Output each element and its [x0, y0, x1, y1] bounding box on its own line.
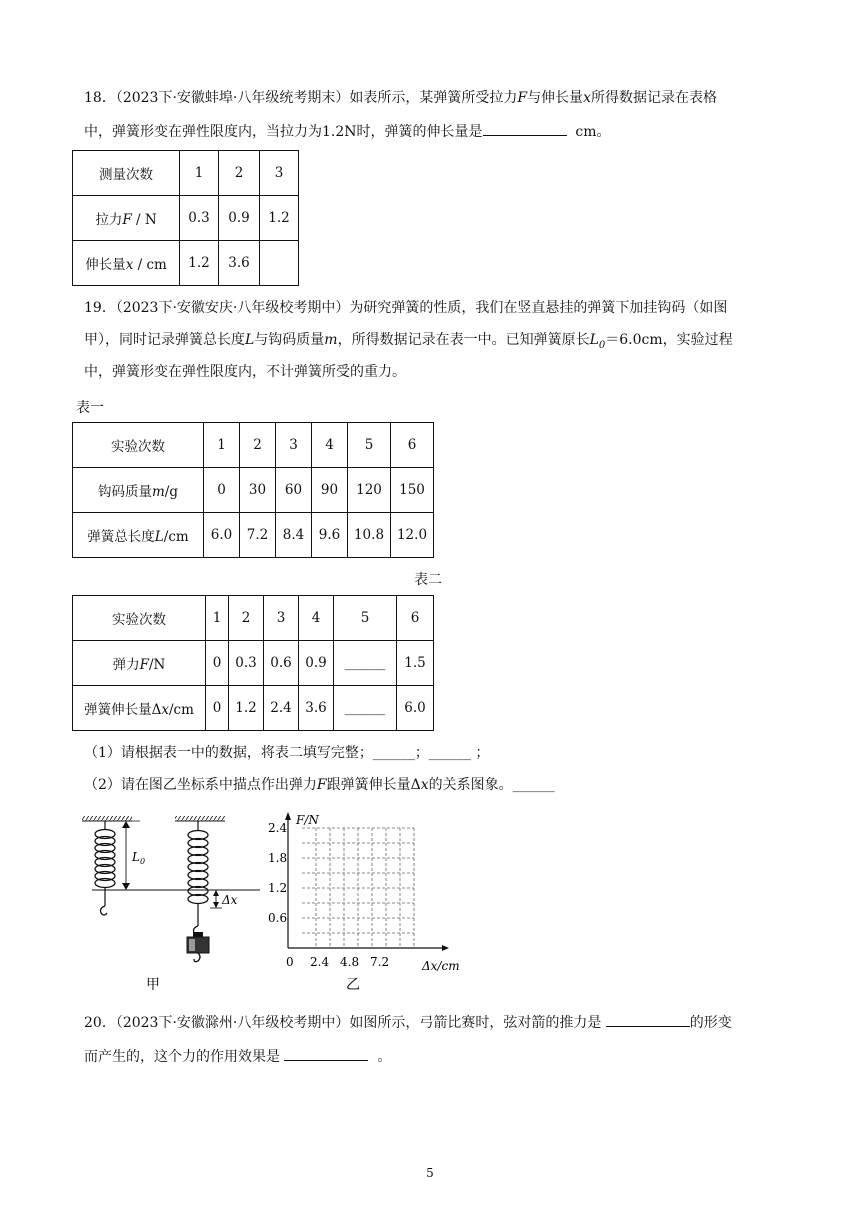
q19-line2 [84, 328, 784, 358]
table-cell: 9.6 [312, 513, 348, 558]
table-cell: 6.0 [397, 686, 434, 731]
x-tick-label: 4.8 [340, 955, 360, 969]
table-cell [73, 641, 206, 686]
table-cell: 0 [206, 641, 229, 686]
table-cell: 90 [312, 468, 348, 513]
table-cell: 3.6 [219, 241, 260, 286]
q19-table1 [72, 422, 434, 558]
table-cell: 4 [299, 596, 334, 641]
table-row [73, 241, 299, 286]
table1-caption: 表一 [76, 400, 104, 416]
table-cell: 2.4 [264, 686, 299, 731]
q18-head: 18．（2023下·安徽蚌埠·八年级统考期末）如表所示，某弹簧所受拉力 [84, 90, 518, 106]
q20-text: 20．（2023下·安徽滁州·八年级校考期中）如图所示，弓箭比赛时，弦对箭的推力是 [84, 1015, 602, 1031]
x-tick-label: 7.2 [370, 955, 390, 969]
left-spring-coils [95, 830, 115, 888]
q20-text: 。 [377, 1049, 392, 1065]
table-cell: 0.6 [264, 641, 299, 686]
q19-sub2-var-x: x [420, 777, 429, 793]
q20-answer-blank-2[interactable] [284, 1060, 368, 1061]
table-row [73, 468, 434, 513]
table-cell: 7.2 [240, 513, 276, 558]
table-row [73, 423, 434, 468]
q19-var-L0-sub: 0 [598, 339, 606, 351]
table-cell: 8.4 [276, 513, 312, 558]
row-label-var: x [125, 257, 134, 273]
table-cell: 测量次数 [73, 151, 180, 196]
y-tick-label: 0.6 [268, 911, 288, 925]
x-tick-label: 0 [286, 955, 294, 969]
q19-sub2-text: （2）请在图乙坐标系中描点作出弹力 [84, 777, 317, 793]
table-cell: 0.3 [180, 196, 219, 241]
table-cell: 5 [334, 596, 397, 641]
table-cell: 2 [240, 423, 276, 468]
table-row [73, 596, 434, 641]
page-number: 5 [426, 1166, 434, 1180]
row-label: 拉力 [95, 212, 123, 228]
q19-text: ，所得数据记录在表一中。已知弹簧原长 [337, 332, 590, 348]
q19-text: 与钩码质量 [254, 332, 325, 348]
row-label-unit: /cm [163, 529, 189, 545]
row-label: 弹力 [112, 657, 140, 673]
row-label-unit: / N [131, 212, 157, 228]
table-cell: 12.0 [391, 513, 434, 558]
q19-sub2-text: 的关系图象。______ [428, 777, 555, 793]
table-cell [73, 196, 180, 241]
table2-caption: 表二 [414, 572, 442, 588]
q19-sub1: （1）请根据表一中的数据，将表二填写完整；______；______ ； [84, 745, 490, 761]
table-cell: 6.0 [204, 513, 240, 558]
q18-line2 [84, 120, 784, 145]
q19-sub2-text: 跟弹簧伸长量Δ [326, 777, 421, 793]
l0-label: $L_0$ [132, 850, 146, 866]
x-axis-label: Δx/cm [422, 959, 460, 973]
table-cell: 30 [240, 468, 276, 513]
row-label: 钩码质量 [97, 484, 152, 500]
row-label-var: m [151, 484, 165, 500]
q20-answer-blank-1[interactable] [606, 1026, 690, 1027]
table-cell: 3 [276, 423, 312, 468]
table-cell: 0.9 [299, 641, 334, 686]
table-cell: 2 [229, 596, 264, 641]
ceiling-left [82, 816, 132, 821]
q19-line1: 19．（2023下·安徽安庆·八年级校考期中）为研究弹簧的性质，我们在竖直悬挂的弹簧下加挂钩码（如图 [84, 300, 728, 316]
table-cell: 6 [397, 596, 434, 641]
row-label: 弹簧伸长量Δ [84, 702, 162, 718]
table-cell: 3.6 [299, 686, 334, 731]
q19-sub2-var-F: F [316, 777, 327, 793]
row-label-var: x [161, 702, 169, 718]
table-row [73, 196, 299, 241]
table-row [73, 686, 434, 731]
answer-blank-cell[interactable]: ______ [334, 686, 397, 731]
q18-line2-text: 中，弹簧形变在弹性限度内，当拉力为1.2N时，弹簧的伸长量是 [84, 124, 483, 140]
row-label-var: L [154, 529, 164, 545]
row-label-unit: / cm [133, 257, 167, 273]
q20-line2 [84, 1045, 784, 1070]
q19-text: ＝6.0cm，实验过程 [605, 332, 733, 348]
weight-top [193, 932, 203, 937]
q18-var-x: x [583, 90, 591, 106]
table-cell [73, 241, 180, 286]
table-cell: 1.5 [397, 641, 434, 686]
q18-table [72, 150, 299, 286]
row-label: 弹簧总长度 [87, 529, 155, 545]
q18-line1 [84, 86, 784, 111]
y-axis-label: F/N [296, 813, 319, 827]
table-cell: 1 [204, 423, 240, 468]
y-axis-arrow [285, 812, 291, 820]
table-cell: 5 [348, 423, 391, 468]
table-cell: 2 [219, 151, 260, 196]
q18-answer-blank[interactable] [483, 135, 567, 136]
table-cell: 1 [180, 151, 219, 196]
q18-unit: cm。 [575, 124, 611, 140]
q19-text: 甲），同时记录弹簧总长度 [84, 332, 245, 348]
row-label-var: F [122, 212, 132, 228]
q19-line3: 中，弹簧形变在弹性限度内，不计弹簧所受的重力。 [84, 364, 406, 380]
table-cell: 0.9 [219, 196, 260, 241]
table-cell: 1 [206, 596, 229, 641]
spring-figure-jia [70, 808, 270, 993]
table-cell: 150 [391, 468, 434, 513]
q18-var-F: F [517, 90, 528, 106]
q18-mid: 与伸长量 [527, 90, 584, 106]
table-row [73, 151, 299, 196]
table-cell: 1.2 [180, 241, 219, 286]
row-label-var: F [139, 657, 149, 673]
table-cell [73, 686, 206, 731]
ceiling-right [175, 816, 225, 821]
coordinate-grid-yi [262, 808, 472, 993]
q19-table2 [72, 595, 434, 731]
table-cell[interactable] [260, 241, 299, 286]
y-tick-label: 1.2 [268, 881, 288, 895]
table-cell: 3 [260, 151, 299, 196]
table-cell: 1.2 [229, 686, 264, 731]
y-tick-label: 1.8 [268, 851, 288, 865]
table-cell: 0 [204, 468, 240, 513]
figure-jia-caption: 甲 [146, 977, 160, 993]
table-cell: 实验次数 [73, 596, 206, 641]
right-spring-coils [188, 831, 208, 904]
table-cell [73, 513, 204, 558]
table-cell: 0 [206, 686, 229, 731]
x-axis-arrow [442, 945, 449, 951]
row-label: 伸长量 [85, 257, 126, 273]
q20-text: 而产生的，这个力的作用效果是 [84, 1049, 280, 1065]
row-label-unit: /g [164, 484, 178, 500]
q20-line1 [84, 1011, 784, 1036]
q19-var-L0: L [589, 332, 599, 348]
left-hook [101, 906, 108, 915]
q20-text: 的形变 [689, 1015, 732, 1031]
table-cell: 实验次数 [73, 423, 204, 468]
answer-blank-cell[interactable]: ______ [334, 641, 397, 686]
table-cell: 60 [276, 468, 312, 513]
q19-var-L: L [245, 332, 255, 348]
table-cell: 10.8 [348, 513, 391, 558]
q19-sub2 [84, 773, 784, 798]
figure-yi-caption: 乙 [346, 977, 360, 993]
y-tick-label: 2.4 [268, 821, 288, 835]
table-cell: 120 [348, 468, 391, 513]
table-cell: 3 [264, 596, 299, 641]
table-cell: 0.3 [229, 641, 264, 686]
table-row [73, 513, 434, 558]
grid-lines [302, 828, 414, 948]
dx-label: Δx [222, 893, 238, 907]
table-cell: 1.2 [260, 196, 299, 241]
table-cell: 6 [391, 423, 434, 468]
row-label-unit: /cm [168, 702, 194, 718]
x-tick-label: 2.4 [310, 955, 330, 969]
table-cell [73, 468, 204, 513]
table-row [73, 641, 434, 686]
q18-tail: 所得数据记录在表格 [590, 90, 717, 106]
table-cell: 4 [312, 423, 348, 468]
row-label-unit: /N [149, 657, 166, 673]
q19-var-m: m [324, 332, 338, 348]
